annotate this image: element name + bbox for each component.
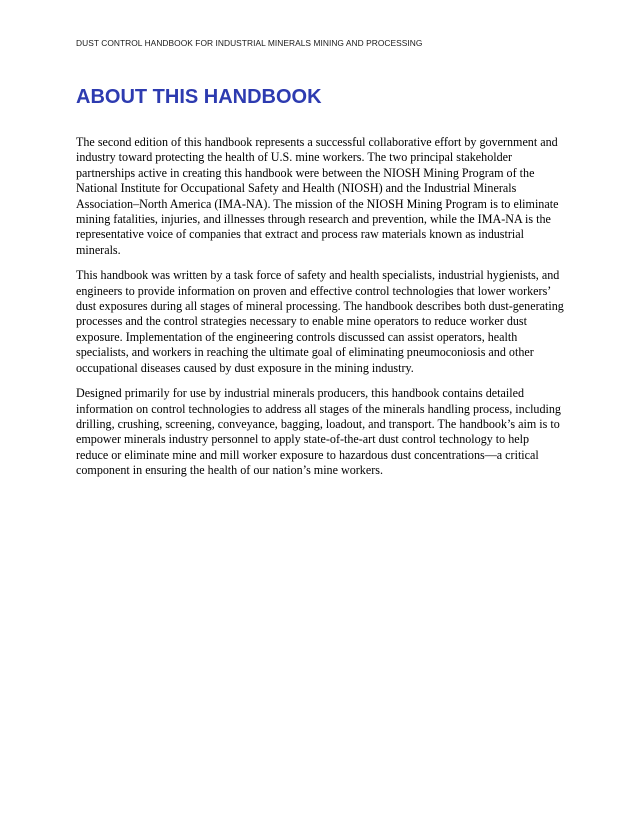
- paragraph-3: Designed primarily for use by industrial minerals producers, this handbook contains detailed information on control technologies to address all stages of the minerals handling process, including drilling, crushing, screening, conveyance, bagging, loadout, and transport. The handbook’s aim is to empower minerals industry personnel to apply state-of-the-art dust control technology to help reduce or eliminate mine and mill worker exposure to hazardous dust concentrations—a critical component in ensuring the health of our nation’s mine workers.: [76, 386, 561, 478]
- paragraph-2: This handbook was written by a task force of safety and health specialists, industrial hygienists, and engineers to provide information on proven and effective control technologies that lower workers’ dust exposures during all stages of mineral processing. The handbook describes both dust-generating processes and the control strategies necessary to enable mine operators to reduce worker dust exposure. Implementation of the engineering controls discussed can assist operators, health specialists, and workers in reaching the ultimate goal of eliminating pneumoconiosis and other occupational diseases caused by dust exposure in the mining industry.: [76, 268, 564, 375]
- running-header: DUST CONTROL HANDBOOK FOR INDUSTRIAL MINERALS MINING AND PROCESSING: [76, 38, 423, 48]
- section-title: ABOUT THIS HANDBOOK: [76, 86, 322, 108]
- paragraph-1: The second edition of this handbook represents a successful collaborative effort by government and industry toward protecting the health of U.S. mine workers. The two principal stakeholder partnerships active in creating this handbook were between the NIOSH Mining Program of the National Institute for Occupational Safety and Health (NIOSH) and the Industrial Minerals Association–North America (IMA-NA). The mission of the NIOSH Mining Program is to eliminate mining fatalities, injuries, and illnesses through research and prevention, while the IMA-NA is the representative voice of companies that extract and process raw materials known as industrial minerals.: [76, 135, 559, 257]
- section-body: [76, 135, 564, 489]
